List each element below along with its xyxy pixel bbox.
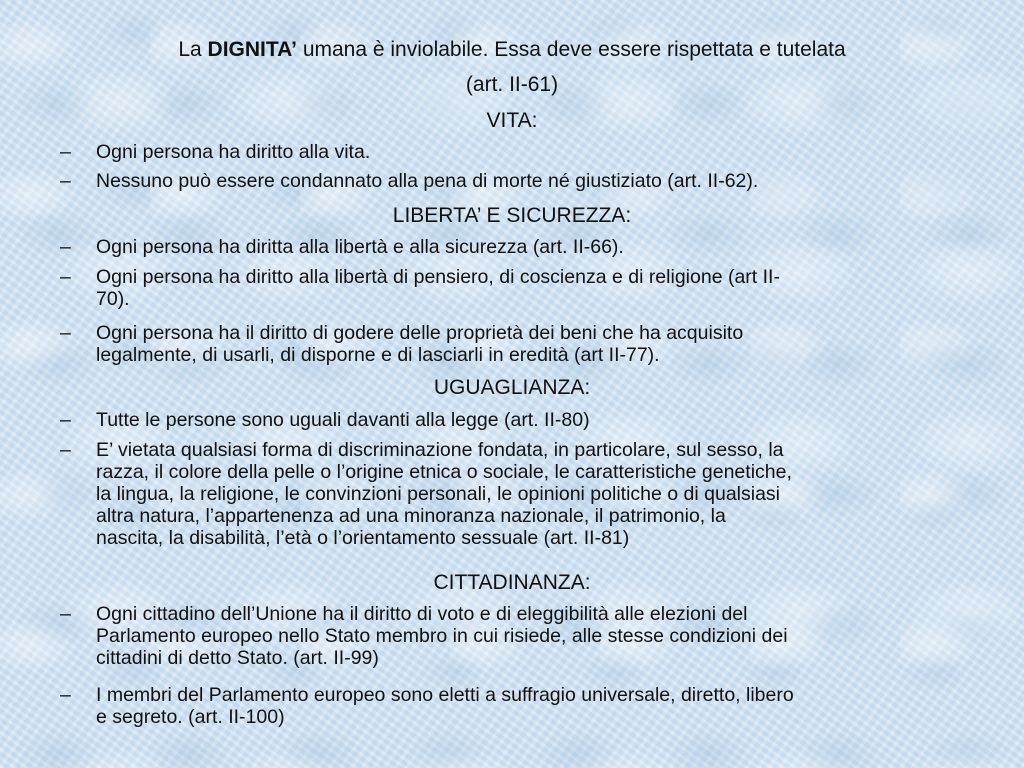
- bullet-dash: –: [60, 266, 71, 288]
- heading-vita: VITA:: [486, 109, 538, 132]
- bullet-text: Nessuno può essere condannato alla pena di morte né giustiziato (art. II-62).: [96, 170, 759, 192]
- bullet-text: Ogni persona ha il diritto di godere delle proprietà dei beni che ha acquisito legalmente, di usarli, di disporne e di lasciarli in eredità (art II-77).: [96, 322, 744, 366]
- bullet-text: I membri del Parlamento europeo sono eletti a suffragio universale, diretto, libero e segreto. (art. II-100): [96, 684, 794, 728]
- list-item: [60, 141, 1010, 163]
- heading-uguaglianza: UGUAGLIANZA:: [433, 376, 591, 399]
- intro-line: [0, 36, 1024, 63]
- bullet-dash: –: [60, 236, 71, 258]
- bullet-dash: –: [60, 170, 71, 192]
- bullet-text: Ogni persona ha diritto alla libertà di pensiero, di coscienza e di religione (art II- 70).: [96, 266, 780, 310]
- intro-ref: (art. II-61): [465, 73, 559, 96]
- list-item: [60, 439, 1010, 549]
- bullet-text: E’ vietata qualsiasi forma di discriminazione fondata, in particolare, sul sesso, la razza, il colore della pelle o l’origine etnica o sociale, le caratteristiche genetiche, la lingua, la religione, le convinzioni personali, le opinioni politiche o di qualsiasi altra natura, l’appartenenza ad una minoranza nazionale, il patrimonio, la nascita, la disabilità, l’età o l’orientamento sessuale (art. II-81): [96, 439, 792, 549]
- bullet-text: Tutte le persone sono uguali davanti alla legge (art. II-80): [96, 409, 590, 431]
- heading-cittadinanza: CITTADINANZA:: [433, 571, 591, 594]
- intro-prefix: La: [178, 38, 208, 61]
- intro-rest: umana è inviolabile. Essa deve essere rispettata e tutelata: [297, 38, 846, 61]
- list-item: [60, 266, 1010, 310]
- list-item: [60, 603, 1010, 669]
- list-item: [60, 684, 1010, 728]
- bullet-dash: –: [60, 322, 71, 344]
- bullet-dash: –: [60, 409, 71, 431]
- bullet-dash: –: [60, 141, 71, 163]
- list-item: [60, 170, 1010, 192]
- bullet-dash: –: [60, 684, 71, 706]
- bullet-dash: –: [60, 439, 71, 461]
- intro-highlight: DIGNITA’: [207, 38, 297, 61]
- bullet-dash: –: [60, 603, 71, 625]
- bullet-text: Ogni persona ha diritto alla vita.: [96, 141, 371, 163]
- list-item: [60, 236, 1010, 258]
- heading-liberta: LIBERTA’ E SICUREZZA:: [392, 204, 632, 227]
- list-item: [60, 322, 1010, 366]
- list-item: [60, 409, 1010, 431]
- bullet-text: Ogni persona ha diritta alla libertà e alla sicurezza (art. II-66).: [96, 236, 624, 258]
- bullet-text: Ogni cittadino dell’Unione ha il diritto di voto e di eleggibilità alle elezioni del Parlamento europeo nello Stato membro in cui risiede, alle stesse condizioni dei cittadini di detto Stato. (art. II-99): [96, 603, 788, 669]
